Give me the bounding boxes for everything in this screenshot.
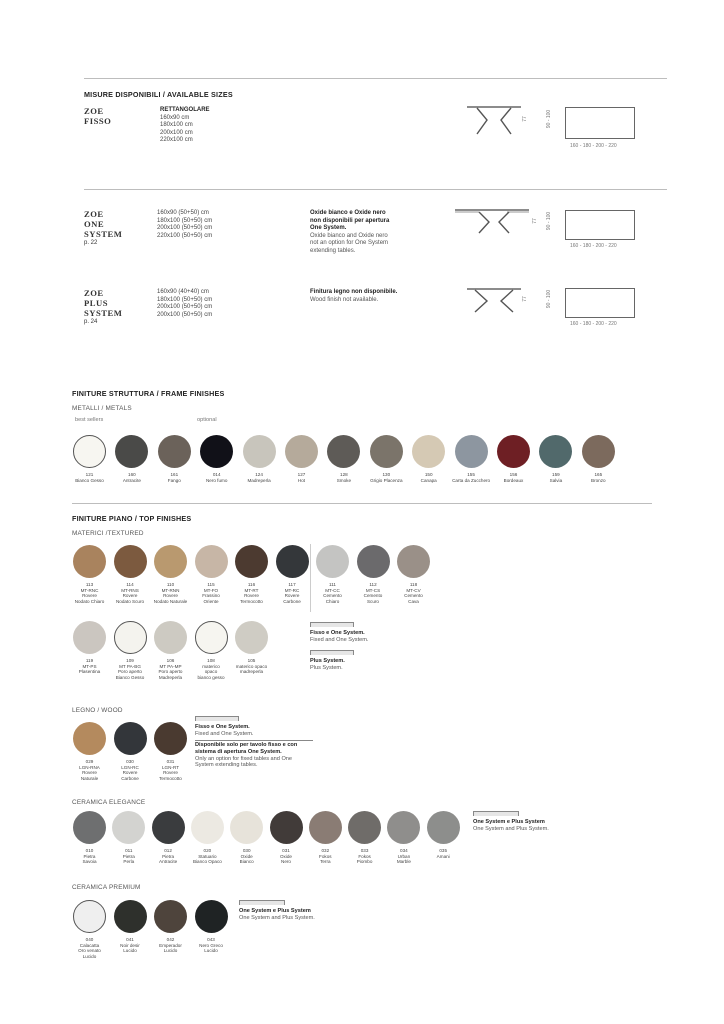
ceramic-elegance-subtitle: CERAMICA ELEGANCE: [72, 799, 146, 806]
swatch-name: Calacatta: [79, 942, 100, 948]
swatch-name: Carta da Zucchero: [452, 477, 491, 483]
swatch-label: [108, 759, 152, 781]
swatch-label: [382, 848, 426, 865]
swatch-name: Nodato Naturale: [153, 598, 188, 604]
swatch-name: Statuario: [198, 853, 217, 859]
swatch-code: 011: [125, 848, 133, 853]
swatch-label: [185, 848, 229, 865]
zoe-one-sizes: 160x90 (50+50) cm 180x100 (50+50) cm 200x100 (50+50) cm 220x100 (50+50) cm: [157, 210, 213, 239]
swatch-name: Nero Greco: [199, 942, 223, 948]
swatch-150: [412, 435, 445, 468]
zoe-one-depth: 90 - 100: [546, 211, 553, 231]
swatch-name: Poro aperto: [117, 669, 142, 675]
swatch-name: LGN-RC: [121, 764, 139, 770]
zoe-fisso-height: 77: [521, 116, 528, 122]
swatch-name: Rovere: [82, 593, 97, 599]
swatch-name: Bianco Gesso: [75, 477, 104, 483]
swatch-name: Rovere: [82, 770, 97, 776]
top-divider: [84, 78, 667, 79]
swatch-127: [285, 435, 318, 468]
swatch-name: Fango: [167, 477, 181, 483]
swatch-name: MT-RT: [244, 587, 259, 593]
swatch-code: 118: [409, 582, 418, 587]
swatch-name: Cemento: [404, 593, 423, 599]
swatch-label: [152, 472, 196, 483]
swatch-name: MT-RC: [284, 587, 300, 593]
swatch-label: [311, 582, 355, 604]
swatch-name: MT-CC: [325, 587, 340, 593]
model-zoe-one-system: ZOE ONE SYSTEM p. 22: [84, 209, 123, 246]
swatch-name: Savoia: [82, 859, 97, 865]
swatch-114: [114, 545, 147, 578]
swatch-code: 035: [439, 848, 448, 853]
swatch-label: [225, 848, 269, 865]
swatch-name: opaco: [204, 669, 218, 675]
swatch-label: [68, 472, 112, 483]
swatch-code: 029: [85, 759, 94, 764]
swatch-code: 031: [166, 759, 175, 764]
swatch-code: 108: [207, 658, 215, 663]
swatch-name: Cava: [408, 598, 419, 604]
swatch-160: [115, 435, 148, 468]
zoe-fisso-depth: 90 - 100: [546, 109, 553, 129]
swatch-108: [195, 621, 228, 654]
swatch-113: [73, 545, 106, 578]
swatch-name: LGN-RT: [161, 764, 179, 770]
swatch-128: [327, 435, 360, 468]
swatch-name: MT-PS: [82, 663, 97, 669]
swatch-name: Rovere: [244, 593, 259, 599]
swatch-name: Bordeaux: [503, 477, 524, 483]
swatch-name: Lucido: [163, 948, 178, 954]
swatch-code: 121: [85, 472, 94, 477]
swatch-label: [149, 759, 193, 781]
swatch-name: MT-CS: [365, 587, 381, 593]
swatch-label: [108, 658, 152, 680]
swatch-label: [189, 937, 233, 954]
swatch-name: Fokos: [358, 853, 371, 859]
swatch-name: MT-FO: [203, 587, 219, 593]
swatch-030: [114, 722, 147, 755]
swatch-code: 020: [203, 848, 212, 853]
frame-finishes-title: FINITURE STRUTTURA / FRAME FINISHES: [72, 389, 225, 398]
swatch-name: Madreperla: [247, 477, 271, 483]
zoe-one-side-view-icon: [453, 207, 533, 237]
swatch-name: MT-RNN: [161, 587, 180, 593]
swatch-032: [309, 811, 342, 844]
swatch-name: Grigio Placenza: [370, 477, 403, 483]
swatch-name: Oxide: [240, 853, 253, 859]
swatch-109: [114, 621, 147, 654]
swatch-code: 042: [166, 937, 175, 942]
swatch-label: [343, 848, 387, 865]
swatch-106: [154, 621, 187, 654]
divider-frame: [72, 503, 652, 504]
legend-tab-fisso: [310, 622, 354, 627]
swatch-code: 030: [126, 759, 134, 764]
swatch-name: Naturale: [80, 775, 99, 781]
swatch-code: 127: [297, 472, 306, 477]
best-sellers-label: best sellers: [75, 417, 104, 423]
swatch-code: 161: [170, 472, 179, 477]
swatch-name: Hot: [297, 477, 306, 483]
zoe-one-widths: 160 - 180 - 200 - 220: [570, 243, 617, 249]
swatch-label: [230, 582, 274, 604]
swatch-name: Termocotto: [159, 775, 182, 781]
wood-legend-tab: [195, 716, 239, 721]
swatch-label: [492, 472, 536, 483]
swatch-code: 032: [321, 848, 330, 853]
swatch-code: 165: [594, 472, 603, 477]
swatch-code: 109: [126, 658, 134, 663]
swatch-name: Antracite: [122, 477, 141, 483]
swatch-name: MT PA-MP: [159, 663, 182, 669]
swatch-name: Pietra: [122, 853, 135, 859]
swatch-name: Bianco Opaco: [192, 859, 222, 865]
swatch-name: materico: [202, 663, 220, 669]
swatch-name: Carbone: [121, 775, 139, 781]
swatch-name: Salvia: [549, 477, 563, 483]
swatch-label: [230, 658, 274, 675]
swatch-label: [68, 759, 112, 781]
swatch-code: 128: [340, 472, 348, 477]
swatch-011: [112, 811, 145, 844]
swatch-label: [107, 848, 151, 865]
legend-fisso: Fisso e One System. Fixed and One System.: [310, 630, 369, 643]
swatch-name: Fokos: [319, 853, 332, 859]
swatch-code: 111: [329, 582, 336, 587]
zoe-plus-top-view: [565, 288, 635, 318]
swatch-name: LGN-RNA: [79, 764, 100, 770]
model-zoe-fisso: ZOE FISSO: [84, 106, 112, 126]
swatch-119: [73, 621, 106, 654]
swatch-label: [322, 472, 366, 483]
swatch-name: Bianco Gesso: [115, 674, 145, 680]
swatch-label: [195, 472, 239, 483]
swatch-029: [73, 722, 106, 755]
zoe-fisso-top-view: [565, 107, 635, 139]
swatch-010: [73, 811, 106, 844]
zoe-fisso-sizes: RETTANGOLARE 160x90 cm 180x100 cm 200x100 cm 220x100 cm: [160, 107, 210, 144]
swatch-code: 030: [242, 848, 251, 853]
swatch-label: [146, 848, 190, 865]
swatch-label: [392, 582, 436, 604]
swatch-name: Oxide: [279, 853, 292, 859]
swatch-label: [149, 582, 193, 604]
swatch-label: [280, 472, 324, 483]
legend-tab-plus: [310, 650, 354, 655]
swatch-020: [191, 811, 224, 844]
swatch-030: [230, 811, 263, 844]
swatch-name: Rovere: [122, 593, 138, 599]
ceramic-premium-subtitle: CERAMICA PREMIUM: [72, 884, 141, 891]
swatch-155: [455, 435, 488, 468]
swatch-name: Noir desir: [120, 942, 140, 948]
swatch-014: [200, 435, 233, 468]
swatch-code: 034: [400, 848, 408, 853]
swatch-code: 115: [207, 582, 215, 587]
swatch-name: Scuro: [366, 598, 379, 604]
swatch-110: [154, 545, 187, 578]
swatch-code: 014: [212, 472, 221, 477]
swatch-121: [73, 435, 106, 468]
premium-legend-tab: [239, 900, 285, 905]
swatch-code: 031: [282, 848, 290, 853]
swatch-156: [497, 435, 530, 468]
swatch-name: Cemento: [363, 593, 383, 599]
swatch-label: [149, 937, 193, 954]
zoe-plus-side-view-icon: [465, 286, 525, 316]
swatch-name: Oriente: [203, 598, 219, 604]
swatch-label: [264, 848, 308, 865]
swatch-label: [108, 937, 152, 954]
swatch-041: [114, 900, 147, 933]
swatch-name: bianco gesso: [197, 674, 225, 680]
swatch-040: [73, 900, 106, 933]
swatch-name: Bronzo: [591, 477, 606, 483]
swatch-161: [158, 435, 191, 468]
swatch-name: Lucido: [123, 948, 137, 954]
swatch-name: MT-RNC: [80, 587, 99, 593]
swatch-name: Rovere: [163, 593, 178, 599]
swatch-label: [149, 658, 193, 680]
swatch-118: [397, 545, 430, 578]
swatch-code: 159: [552, 472, 560, 477]
zoe-plus-note: Finitura legno non disponibile. Wood finish not available.: [310, 289, 398, 303]
swatch-label: [68, 937, 112, 959]
swatch-116: [235, 545, 268, 578]
swatch-name: Frassino: [202, 593, 220, 599]
swatch-name: Rovere: [163, 770, 178, 776]
swatch-label: [351, 582, 395, 604]
swatch-name: Poro aperto: [158, 669, 183, 675]
swatch-label: [364, 472, 408, 483]
top-finishes-title: FINITURE PIANO / TOP FINISHES: [72, 514, 192, 523]
swatch-033: [348, 811, 381, 844]
swatch-034: [387, 811, 420, 844]
swatch-name: MT-RNS: [121, 587, 139, 593]
swatch-name: materico opaco: [235, 663, 268, 669]
swatch-name: MT PA-BG: [119, 663, 141, 669]
swatch-name: Lucido: [204, 948, 218, 954]
swatch-105: [235, 621, 268, 654]
zoe-one-note: Oxide bianco e Oxide nero non disponibili per apertura One System. Oxide bianco and Oxide nero not an option for One System extending tables.: [310, 210, 390, 254]
premium-legend: One System e Plus System One System and Plus System.: [239, 908, 315, 921]
swatch-code: 106: [166, 658, 175, 663]
swatch-code: 105: [247, 658, 256, 663]
swatch-label: [68, 658, 112, 675]
ceramic-legend: One System e Plus System One System and Plus System.: [473, 819, 549, 832]
swatch-111: [316, 545, 349, 578]
swatch-code: 040: [85, 937, 94, 942]
swatch-label: [68, 582, 112, 604]
swatch-code: 033: [360, 848, 369, 853]
swatch-code: 124: [255, 472, 263, 477]
swatch-name: Rovere: [122, 770, 138, 776]
swatch-code: 119: [85, 658, 94, 663]
swatch-label: [449, 472, 493, 483]
swatch-130: [370, 435, 403, 468]
zoe-plus-sizes: 160x90 (40+40) cm 180x100 (50+50) cm 200x100 (50+50) cm 200x100 (50+50) cm: [157, 289, 213, 318]
textured-subtitle: MATERICI /TEXTURED: [72, 530, 144, 537]
swatch-name: Plasentina: [78, 669, 101, 675]
swatch-name: Amani: [436, 853, 450, 859]
swatch-124: [243, 435, 276, 468]
swatch-label: [110, 472, 154, 483]
swatch-112: [357, 545, 390, 578]
wood-legend: Fisso e One System. Fixed and One System.: [195, 724, 254, 737]
swatch-159: [539, 435, 572, 468]
swatch-name: Perla: [123, 859, 135, 865]
swatch-name: Antracite: [159, 859, 178, 865]
swatch-label: [189, 582, 233, 604]
swatch-code: 130: [382, 472, 391, 477]
swatch-name: Nodato Scuro: [115, 598, 145, 604]
swatch-031: [270, 811, 303, 844]
swatch-name: Urban: [397, 853, 411, 859]
swatch-117: [276, 545, 309, 578]
swatch-name: Smoke: [336, 477, 352, 483]
swatch-label: [303, 848, 347, 865]
zoe-fisso-widths: 160 - 180 - 200 - 220: [570, 143, 617, 149]
swatch-code: 112: [369, 582, 377, 587]
swatch-code: 043: [207, 937, 215, 942]
swatch-code: 117: [288, 582, 296, 587]
swatch-name: Bianco: [239, 859, 254, 865]
swatch-label: [534, 472, 578, 483]
swatch-name: Terra: [320, 859, 331, 865]
swatch-code: 116: [247, 582, 256, 587]
swatch-031: [154, 722, 187, 755]
textured-separator: [310, 544, 311, 612]
swatch-code: 113: [85, 582, 94, 587]
swatch-name: Madreperla: [158, 674, 183, 680]
ceramic-legend-tab: [473, 811, 519, 816]
swatch-115: [195, 545, 228, 578]
swatch-label: [270, 582, 314, 604]
swatch-code: 150: [424, 472, 433, 477]
swatch-name: Chiaro: [325, 598, 340, 604]
swatch-name: Marble: [396, 859, 411, 865]
swatch-name: Nero fumo: [205, 477, 228, 483]
swatch-label: [421, 848, 465, 859]
wood-subtitle: LEGNO / WOOD: [72, 707, 123, 714]
wood-note-rule: [195, 740, 313, 741]
swatch-name: Oro venato: [78, 948, 101, 954]
swatch-label: [68, 848, 112, 865]
swatch-name: Pietra: [162, 853, 175, 859]
swatch-code: 160: [128, 472, 136, 477]
swatch-name: Cemento: [323, 593, 342, 599]
swatch-name: Piombo: [356, 859, 373, 865]
sizes-title: MISURE DISPONIBILI / AVAILABLE SIZES: [84, 90, 233, 99]
swatch-label: [189, 658, 233, 680]
swatch-012: [152, 811, 185, 844]
swatch-name: Canapa: [420, 477, 437, 483]
swatch-label: [237, 472, 281, 483]
zoe-plus-height: 77: [521, 296, 528, 302]
zoe-fisso-side-view-icon: [465, 104, 525, 138]
swatch-code: 012: [164, 848, 172, 853]
swatch-code: 155: [467, 472, 475, 477]
zoe-one-top-view: [565, 210, 635, 240]
swatch-code: 156: [509, 472, 518, 477]
swatch-code: 041: [126, 937, 134, 942]
swatch-label: [108, 582, 152, 604]
zoe-plus-widths: 160 - 180 - 200 - 220: [570, 321, 617, 327]
swatch-code: 110: [166, 582, 175, 587]
swatch-name: Lucido: [82, 953, 97, 959]
optional-label: optional: [197, 417, 217, 423]
swatch-name: Nero: [281, 859, 291, 865]
swatch-043: [195, 900, 228, 933]
wood-note: Disponibile solo per tavolo fisso e con sistema di apertura One System. Only an option for fixed tables and One System extending tables.: [195, 742, 298, 769]
swatch-165: [582, 435, 615, 468]
swatch-code: 114: [126, 582, 134, 587]
zoe-one-height: 77: [531, 218, 538, 224]
swatch-name: Rovere: [284, 593, 300, 599]
zoe-plus-depth: 90 - 100: [546, 289, 553, 309]
swatch-label: [576, 472, 620, 483]
swatch-name: Termocotto: [240, 598, 263, 604]
metals-subtitle: METALLI / METALS: [72, 405, 132, 412]
model-zoe-plus-system: ZOE PLUS SYSTEM p. 24: [84, 288, 123, 325]
legend-plus: Plus System. Plus System.: [310, 658, 345, 671]
swatch-name: Carbone: [283, 598, 301, 604]
swatch-name: Pietra: [83, 853, 96, 859]
divider-sizes-1: [84, 189, 667, 190]
swatch-code: 010: [85, 848, 94, 853]
swatch-label: [407, 472, 451, 483]
swatch-name: MT-CV: [406, 587, 421, 593]
swatch-name: madreperla: [239, 669, 264, 675]
swatch-name: Emperador: [159, 942, 182, 948]
swatch-name: Nodato Chiaro: [74, 598, 105, 604]
swatch-042: [154, 900, 187, 933]
swatch-035: [427, 811, 460, 844]
